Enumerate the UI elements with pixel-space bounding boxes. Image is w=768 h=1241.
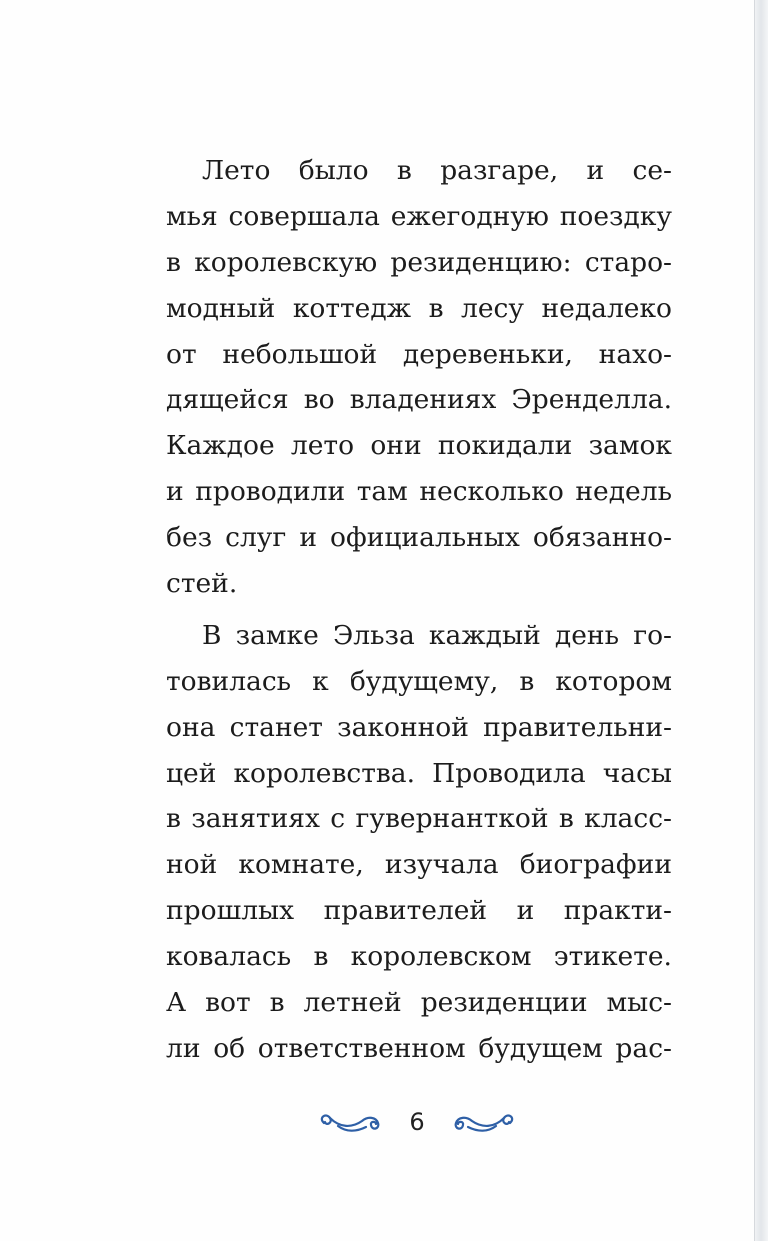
page-edge (754, 0, 768, 1241)
flourish-right-icon (446, 1106, 518, 1136)
text-line: В замке Эльза каждый день го- (202, 619, 672, 651)
paragraph-2 (166, 613, 672, 1072)
text-line: Каждое лето они покидали замок (166, 430, 672, 462)
text-line: стей. (166, 568, 238, 600)
text-line: в королевскую резиденцию: старо- (166, 246, 672, 278)
flourish-left-icon (316, 1106, 388, 1136)
page-footer (312, 1102, 522, 1142)
text-line: без слуг и официальных обязанно- (166, 522, 672, 554)
flourish-right-strokes (456, 1115, 512, 1130)
text-line: ковалась в королевском этикете. (166, 941, 672, 973)
text-line: и проводили там несколько недель (166, 476, 672, 508)
text-line: цей королевства. Проводила часы (166, 757, 672, 789)
flourish-left-strokes (322, 1115, 378, 1130)
body-text (166, 148, 672, 1072)
paragraph-1 (166, 148, 672, 607)
text-line: модный коттедж в лесу недалеко (166, 292, 672, 324)
text-line: прошлых правителей и практи- (166, 895, 672, 927)
page-number: 6 (409, 1108, 425, 1136)
text-line: в занятиях с гувернанткой в класс- (166, 803, 672, 835)
text-line: А вот в летней резиденции мыс- (166, 987, 672, 1019)
text-line: товилась к будущему, в котором (166, 665, 672, 697)
text-line: дящейся во владениях Эренделла. (166, 384, 672, 416)
text-line: она станет законной правительни- (166, 711, 672, 743)
text-line: ли об ответственном будущем рас- (166, 1032, 672, 1064)
text-line: мья совершала ежегодную поездку (166, 200, 672, 232)
text-line: от небольшой деревеньки, нахо- (166, 338, 672, 370)
text-line: ной комнате, изучала биографии (166, 849, 672, 881)
text-line: Лето было в разгаре, и се- (202, 155, 672, 186)
